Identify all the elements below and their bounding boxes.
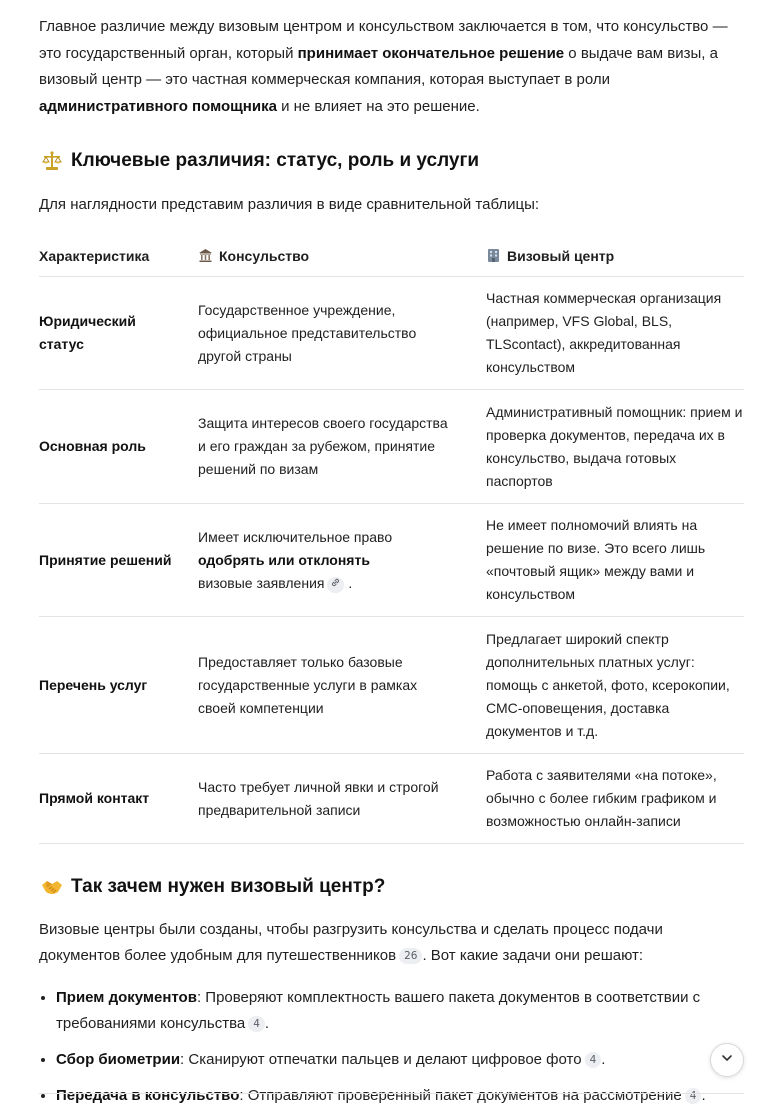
table-row: [39, 617, 744, 754]
scales-icon: [41, 150, 63, 172]
row-label: Принятие решений: [39, 504, 198, 617]
handshake-icon: [41, 876, 63, 898]
section-heading-why: [41, 876, 385, 898]
chevron-down-icon: [720, 1051, 734, 1070]
scroll-down-button[interactable]: [710, 1043, 744, 1077]
header-characteristic: Характеристика: [39, 236, 198, 277]
table-row: [39, 504, 744, 617]
table-row: [39, 754, 744, 844]
header-visa-center: Визовый центр: [486, 236, 744, 277]
intro-bold-1: принимает окончательное решение: [297, 44, 565, 62]
intro-text-3: и не влияет на это решение.: [276, 97, 480, 115]
visa-center-cell: Административный помощник: прием и проверка документов, передача их в консульство, выдача готовых паспортов: [486, 390, 744, 504]
intro-text-2: о выдаче вам визы, а визовый центр — это частная коммерческая компания, которая выступает в роли: [39, 44, 718, 88]
list-item: • Сбор биометрии: Сканируют отпечатки пальцев и делают цифровое фото 4 .: [56, 1047, 761, 1073]
list-item: • Передача в консульство: Отправляют проверенный пакет документов на рассмотрение 4 .: [56, 1083, 761, 1109]
visa-center-cell: Работа с заявителями «на потоке», обычно с более гибким графиком и возможностью онлайн-записи: [486, 754, 744, 844]
section-title: Ключевые различия: статус, роль и услуги: [71, 150, 480, 171]
composer-edge: [39, 1093, 744, 1099]
table-row: [39, 390, 744, 504]
visa-center-cell: Предлагает широкий спектр дополнительных платных услуг: помощь с анкетой, фото, ксерокопии, СМС-оповещения, доставка документов и т.д.: [486, 617, 744, 754]
bank-building-icon: [198, 247, 213, 262]
consulate-cell: Защита интересов своего государства и его граждан за рубежом, принятие решений по визам: [198, 390, 486, 504]
intro-text-1: Главное различие между визовым центром и консульством заключается в том, что консульство — это государственный орган, который: [39, 18, 728, 62]
table-row: [39, 277, 744, 390]
citation-chip[interactable]: 4: [585, 1052, 602, 1068]
office-building-icon: [486, 247, 501, 262]
citation-chip[interactable]: 4: [685, 1088, 702, 1104]
consulate-cell: Государственное учреждение, официальное представительство другой страны: [198, 277, 486, 390]
consulate-cell: Часто требует личной явки и строгой предварительной записи: [198, 754, 486, 844]
row-label: Прямой контакт: [39, 754, 198, 844]
citation-chip[interactable]: 26: [399, 948, 422, 964]
row-label: Основная роль: [39, 390, 198, 504]
visa-center-cell: Не имеет полномочий влиять на решение по визе. Это всего лишь «почтовый ящик» между вами и консульством: [486, 504, 744, 617]
intro-paragraph: [39, 14, 744, 120]
section-title: Так зачем нужен визовый центр?: [71, 876, 386, 897]
section-lead: Визовые центры были созданы, чтобы разгрузить консульства и сделать процесс подачи документов более удобным для путешественников 26 . Вот какие задачи они решают:: [39, 921, 663, 964]
list-item: • Прием документов: Проверяют комплектность вашего пакета документов в соответствии с требованиями консульства 4 .: [56, 985, 761, 1037]
comparison-table: [39, 236, 744, 844]
link-chip-icon[interactable]: [327, 577, 344, 593]
row-label: Перечень услуг: [39, 617, 198, 754]
intro-bold-2: административного помощника: [39, 97, 277, 115]
section-heading-differences: [41, 150, 479, 172]
visa-center-cell: Частная коммерческая организация (например, VFS Global, BLS, TLScontact), аккредитованная консульством: [486, 277, 744, 390]
header-consulate: Консульство: [198, 236, 486, 277]
row-label: Юридический статус: [39, 277, 198, 390]
section-lead: Для наглядности представим различия в виде сравнительной таблицы:: [39, 196, 540, 213]
citation-chip[interactable]: 4: [248, 1016, 265, 1032]
consulate-cell: Имеет исключительное право одобрять или отклонять визовые заявления .: [198, 504, 486, 617]
consulate-cell: Предоставляет только базовые государственные услуги в рамках своей компетенции: [198, 617, 486, 754]
table-header-row: [39, 236, 744, 277]
